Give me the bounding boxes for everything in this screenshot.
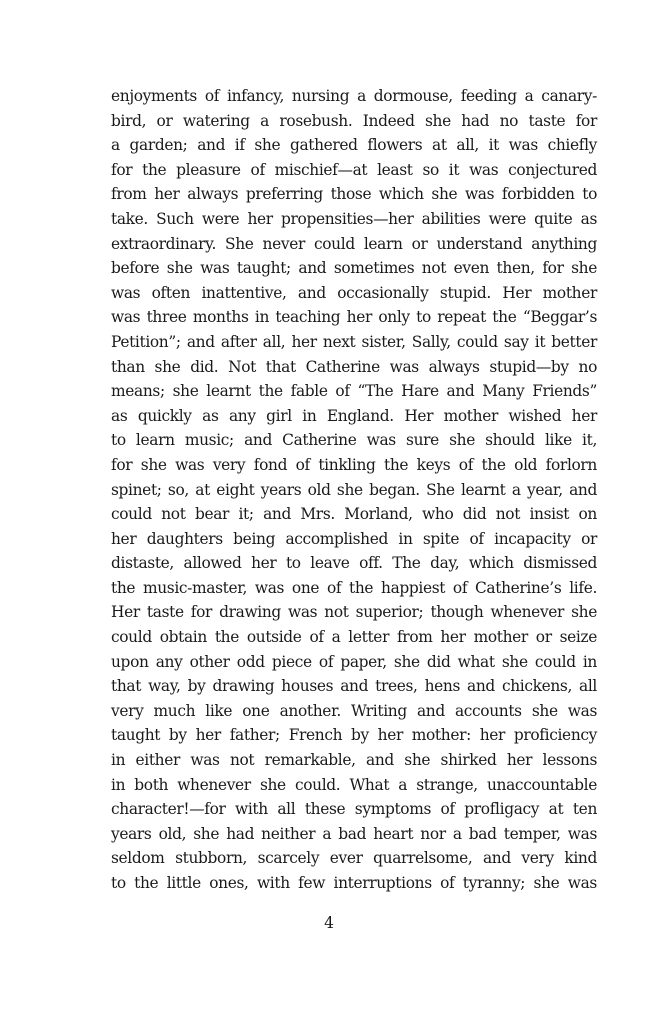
text-line: was often inattentive, and occasionally stupid. Her mother xyxy=(111,283,597,302)
text-line: was three months in teaching her only to repeat the “Beggar’s xyxy=(111,308,597,327)
text-line: take. Such were her propensities—her abilities were quite as xyxy=(111,209,597,228)
text-line: taught by her father; French by her mother: her proficiency xyxy=(111,726,597,745)
text-line: her daughters being accomplished in spite of incapacity or xyxy=(111,529,597,548)
text-line: to the little ones, with few interruptions of tyranny; she was xyxy=(111,874,597,892)
text-line: seldom stubborn, scarcely ever quarrelsome, and very kind xyxy=(111,849,597,868)
text-line: for she was very fond of tinkling the keys of the old forlorn xyxy=(111,455,597,474)
text-line: before she was taught; and sometimes not even then, for she xyxy=(111,259,597,278)
text-line: as quickly as any girl in England. Her mother wished her xyxy=(111,406,597,425)
text-line: extraordinary. She never could learn or understand anything xyxy=(111,234,597,253)
text-line: years old, she had neither a bad heart nor a bad temper, was xyxy=(111,824,597,843)
text-line: character!—for with all these symptoms of profligacy at ten xyxy=(111,800,597,819)
text-line: could not bear it; and Mrs. Morland, who did not insist on xyxy=(111,505,597,524)
text-line: a garden; and if she gathered flowers at all, it was chiefly xyxy=(111,136,597,155)
text-line: could obtain the outside of a letter from her mother or seize xyxy=(111,628,597,647)
text-line: in both whenever she could. What a strange, unaccountable xyxy=(111,775,597,794)
text-line: means; she learnt the fable of “The Hare and Many Friends” xyxy=(111,382,597,401)
text-line: Her taste for drawing was not superior; though whenever she xyxy=(111,603,597,622)
text-line: upon any other odd piece of paper, she did what she could in xyxy=(111,652,597,671)
text-line: Petition”; and after all, her next sister, Sally, could say it better xyxy=(111,332,597,351)
text-line: bird, or watering a rosebush. Indeed she had no taste for xyxy=(111,111,597,130)
text-line: from her always preferring those which she was forbidden to xyxy=(111,185,597,204)
text-line: than she did. Not that Catherine was always stupid—by no xyxy=(111,357,597,376)
body-text xyxy=(111,84,597,896)
text-line: for the pleasure of mischief—at least so it was conjectured xyxy=(111,160,597,179)
text-line: distaste, allowed her to leave off. The day, which dismissed xyxy=(111,554,597,573)
page-number: 4 xyxy=(324,914,334,932)
text-line: very much like one another. Writing and accounts she was xyxy=(111,701,597,720)
text-line: enjoyments of infancy, nursing a dormouse, feeding a canary- xyxy=(111,87,597,105)
text-line: to learn music; and Catherine was sure she should like it, xyxy=(111,431,597,450)
text-line: that way, by drawing houses and trees, hens and chickens, all xyxy=(111,677,597,696)
text-line: in either was not remarkable, and she shirked her lessons xyxy=(111,751,597,770)
text-line: the music-master, was one of the happiest of Catherine’s life. xyxy=(111,578,597,597)
text-line: spinet; so, at eight years old she began. She learnt a year, and xyxy=(111,480,597,499)
